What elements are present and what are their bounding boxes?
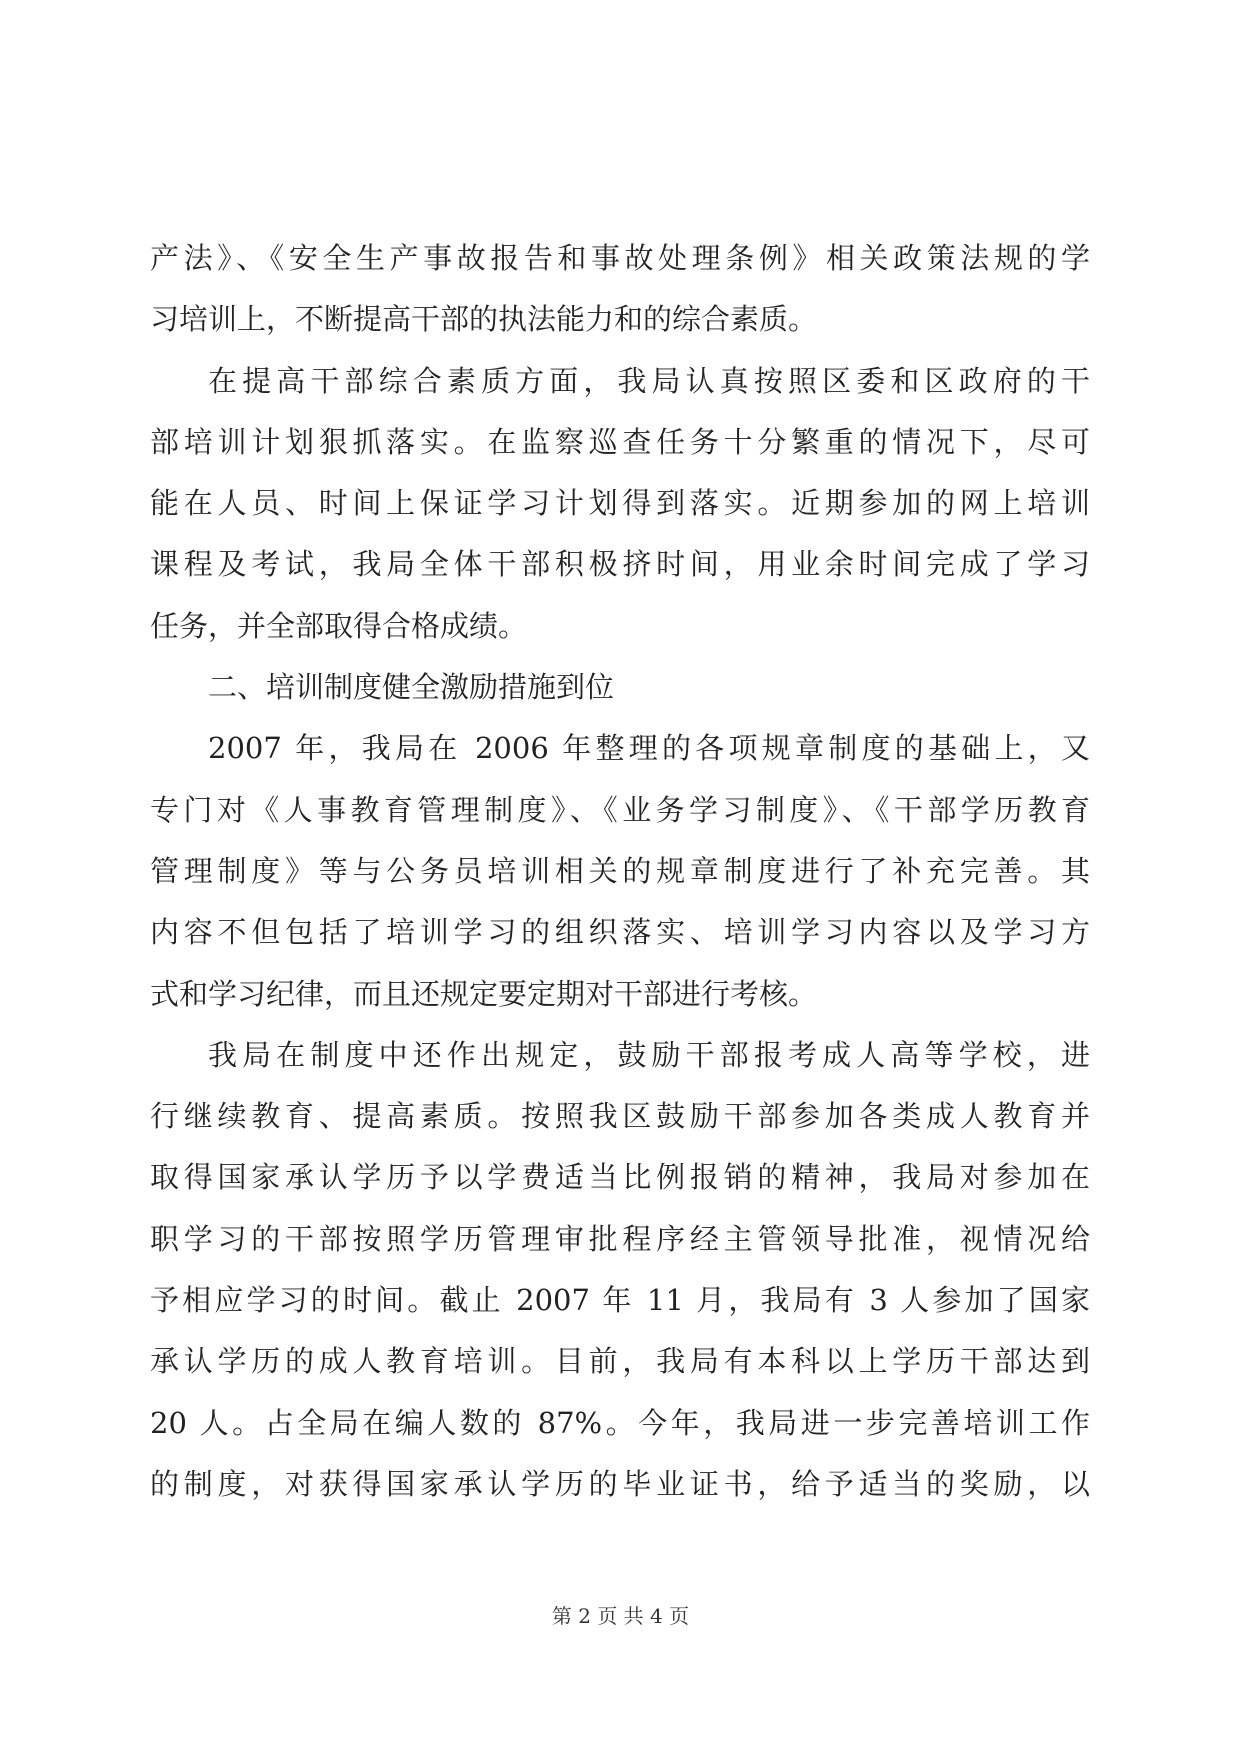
text-line: 20 人。占全局在编人数的 87%。今年，我局进一步完善培训工作 <box>150 1405 1090 1440</box>
text-line: 部培训计划狠抓落实。在监察巡查任务十分繁重的情况下，尽可 <box>150 424 1090 459</box>
text-line: 我局在制度中还作出规定，鼓励干部报考成人高等学校，进 <box>208 1037 1090 1072</box>
text-line: 承认学历的成人教育培训。目前，我局有本科以上学历干部达到 <box>150 1344 1090 1379</box>
text-line: 管理制度》等与公务员培训相关的规章制度进行了补充完善。其 <box>150 853 1090 888</box>
text-line: 内容不但包括了培训学习的组织落实、培训学习内容以及学习方 <box>150 915 1090 950</box>
text-line: 职学习的干部按照学历管理审批程序经主管领导批准，视情况给 <box>150 1221 1090 1256</box>
text-line: 课程及考试，我局全体干部积极挤时间，用业余时间完成了学习 <box>150 547 1090 582</box>
page-footer: 第 2 页 共 4 页 <box>551 1604 690 1628</box>
text-line: 行继续教育、提高素质。按照我区鼓励干部参加各类成人教育并 <box>150 1099 1090 1134</box>
text-line: 取得国家承认学历予以学费适当比例报销的精神，我局对参加在 <box>150 1160 1090 1195</box>
text-line: 2007 年，我局在 2006 年整理的各项规章制度的基础上，又 <box>208 731 1090 766</box>
text-line: 习培训上，不断提高干部的执法能力和的综合素质。 <box>150 302 818 337</box>
text-line: 式和学习纪律，而且还规定要定期对干部进行考核。 <box>150 976 818 1011</box>
text-line: 予相应学习的时间。截止 2007 年 11 月，我局有 3 人参加了国家 <box>150 1283 1090 1318</box>
text-line: 专门对《人事教育管理制度》、《业务学习制度》、《干部学历教育 <box>150 792 1090 827</box>
text-line: 任务，并全部取得合格成绩。 <box>150 608 528 643</box>
text-line: 产法》、《安全生产事故报告和事故处理条例》相关政策法规的学 <box>150 241 1090 275</box>
text-line: 能在人员、时间上保证学习计划得到落实。近期参加的网上培训 <box>150 486 1090 521</box>
document-body <box>150 228 1090 1515</box>
text-line: 二、培训制度健全激励措施到位 <box>208 670 615 705</box>
text-line: 在提高干部综合素质方面，我局认真按照区委和区政府的干 <box>208 363 1090 398</box>
text-line: 的制度，对获得国家承认学历的毕业证书，给予适当的奖励，以 <box>150 1466 1090 1501</box>
